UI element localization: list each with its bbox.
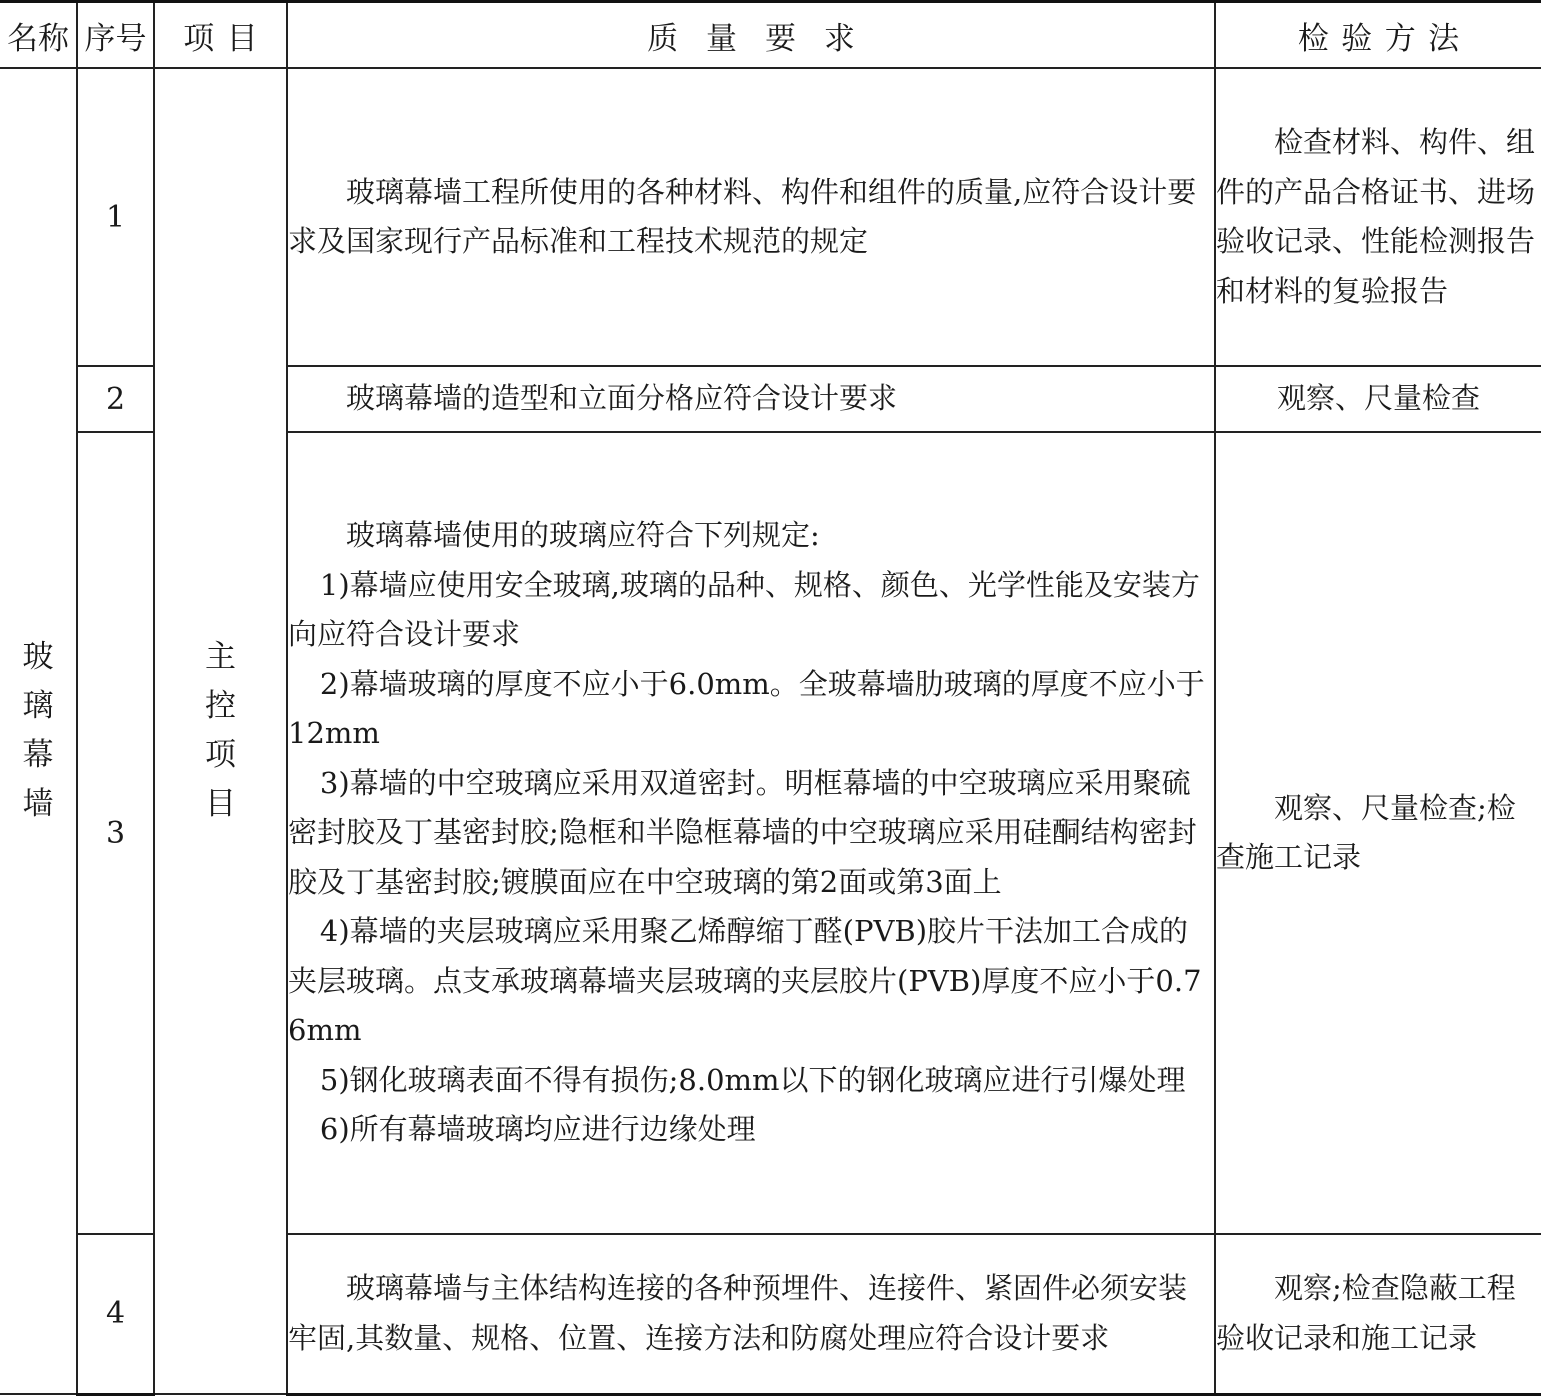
item-type: 主控项目 bbox=[205, 639, 236, 822]
method-text: 观察、尺量检查 bbox=[1276, 381, 1480, 416]
method-cell bbox=[1215, 366, 1541, 432]
seq-cell: 3 bbox=[77, 432, 154, 1234]
requirement-cell bbox=[287, 1234, 1215, 1394]
requirement-cell bbox=[287, 366, 1215, 432]
requirement-intro: 玻璃幕墙使用的玻璃应符合下列规定: bbox=[346, 518, 820, 553]
header-method: 检验方法 bbox=[1215, 2, 1541, 69]
requirement-item: 5)钢化玻璃表面不得有损伤;8.0mm以下的钢化玻璃应进行引爆处理 bbox=[319, 1062, 1186, 1097]
requirement-item: 3)幕墙的中空玻璃应采用双道密封。明框幕墙的中空玻璃应采用聚硫密封胶及丁基密封胶;隐框和半隐框幕墙的中空玻璃应采用硅酮结构密封胶及丁基密封胶;镀膜面应在中空玻璃的第2面或第3面上 bbox=[288, 765, 1197, 899]
requirement-text: 玻璃幕墙的造型和立面分格应符合设计要求 bbox=[346, 381, 898, 416]
header-seq: 序号 bbox=[77, 2, 154, 69]
method-cell bbox=[1215, 1234, 1541, 1394]
requirement-cell bbox=[287, 432, 1215, 1234]
table-row bbox=[0, 68, 1541, 366]
method-text: 检查材料、构件、组件的产品合格证书、进场验收记录、性能检测报告和材料的复验报告 bbox=[1216, 125, 1536, 308]
method-text: 观察、尺量检查;检查施工记录 bbox=[1216, 790, 1516, 874]
header-requirement: 质量要求 bbox=[287, 2, 1215, 69]
requirement-item: 6)所有幕墙玻璃均应进行边缘处理 bbox=[319, 1112, 756, 1147]
method-cell bbox=[1215, 68, 1541, 366]
seq-cell: 4 bbox=[77, 1234, 154, 1394]
seq-cell: 1 bbox=[77, 68, 154, 366]
item-type-cell bbox=[154, 68, 287, 1394]
requirement-text: 玻璃幕墙与主体结构连接的各种预埋件、连接件、紧固件必须安装牢固,其数量、规格、位置、连接方法和防腐处理应符合设计要求 bbox=[288, 1271, 1188, 1355]
requirement-item: 1)幕墙应使用安全玻璃,玻璃的品种、规格、颜色、光学性能及安装方向应符合设计要求 bbox=[288, 567, 1200, 652]
method-cell bbox=[1215, 432, 1541, 1234]
header-name: 名称 bbox=[0, 2, 77, 69]
header-item: 项目 bbox=[154, 2, 287, 69]
requirement-text: 玻璃幕墙工程所使用的各种材料、构件和组件的质量,应符合设计要求及国家现行产品标准和工程技术规范的规定 bbox=[288, 174, 1197, 258]
requirement-item: 2)幕墙玻璃的厚度不应小于6.0mm。全玻幕墙肋玻璃的厚度不应小于12mm bbox=[288, 666, 1205, 751]
requirement-cell bbox=[287, 68, 1215, 366]
group-name: 玻璃幕墙 bbox=[22, 639, 54, 822]
group-name-cell bbox=[0, 68, 77, 1394]
method-text: 观察;检查隐蔽工程验收记录和施工记录 bbox=[1216, 1271, 1516, 1355]
header-row bbox=[0, 2, 1541, 69]
seq-cell: 2 bbox=[77, 366, 154, 432]
requirement-item: 4)幕墙的夹层玻璃应采用聚乙烯醇缩丁醛(PVB)胶片干法加工合成的夹层玻璃。点支承玻璃幕墙夹层玻璃的夹层胶片(PVB)厚度不应小于0.76mm bbox=[288, 914, 1202, 1048]
